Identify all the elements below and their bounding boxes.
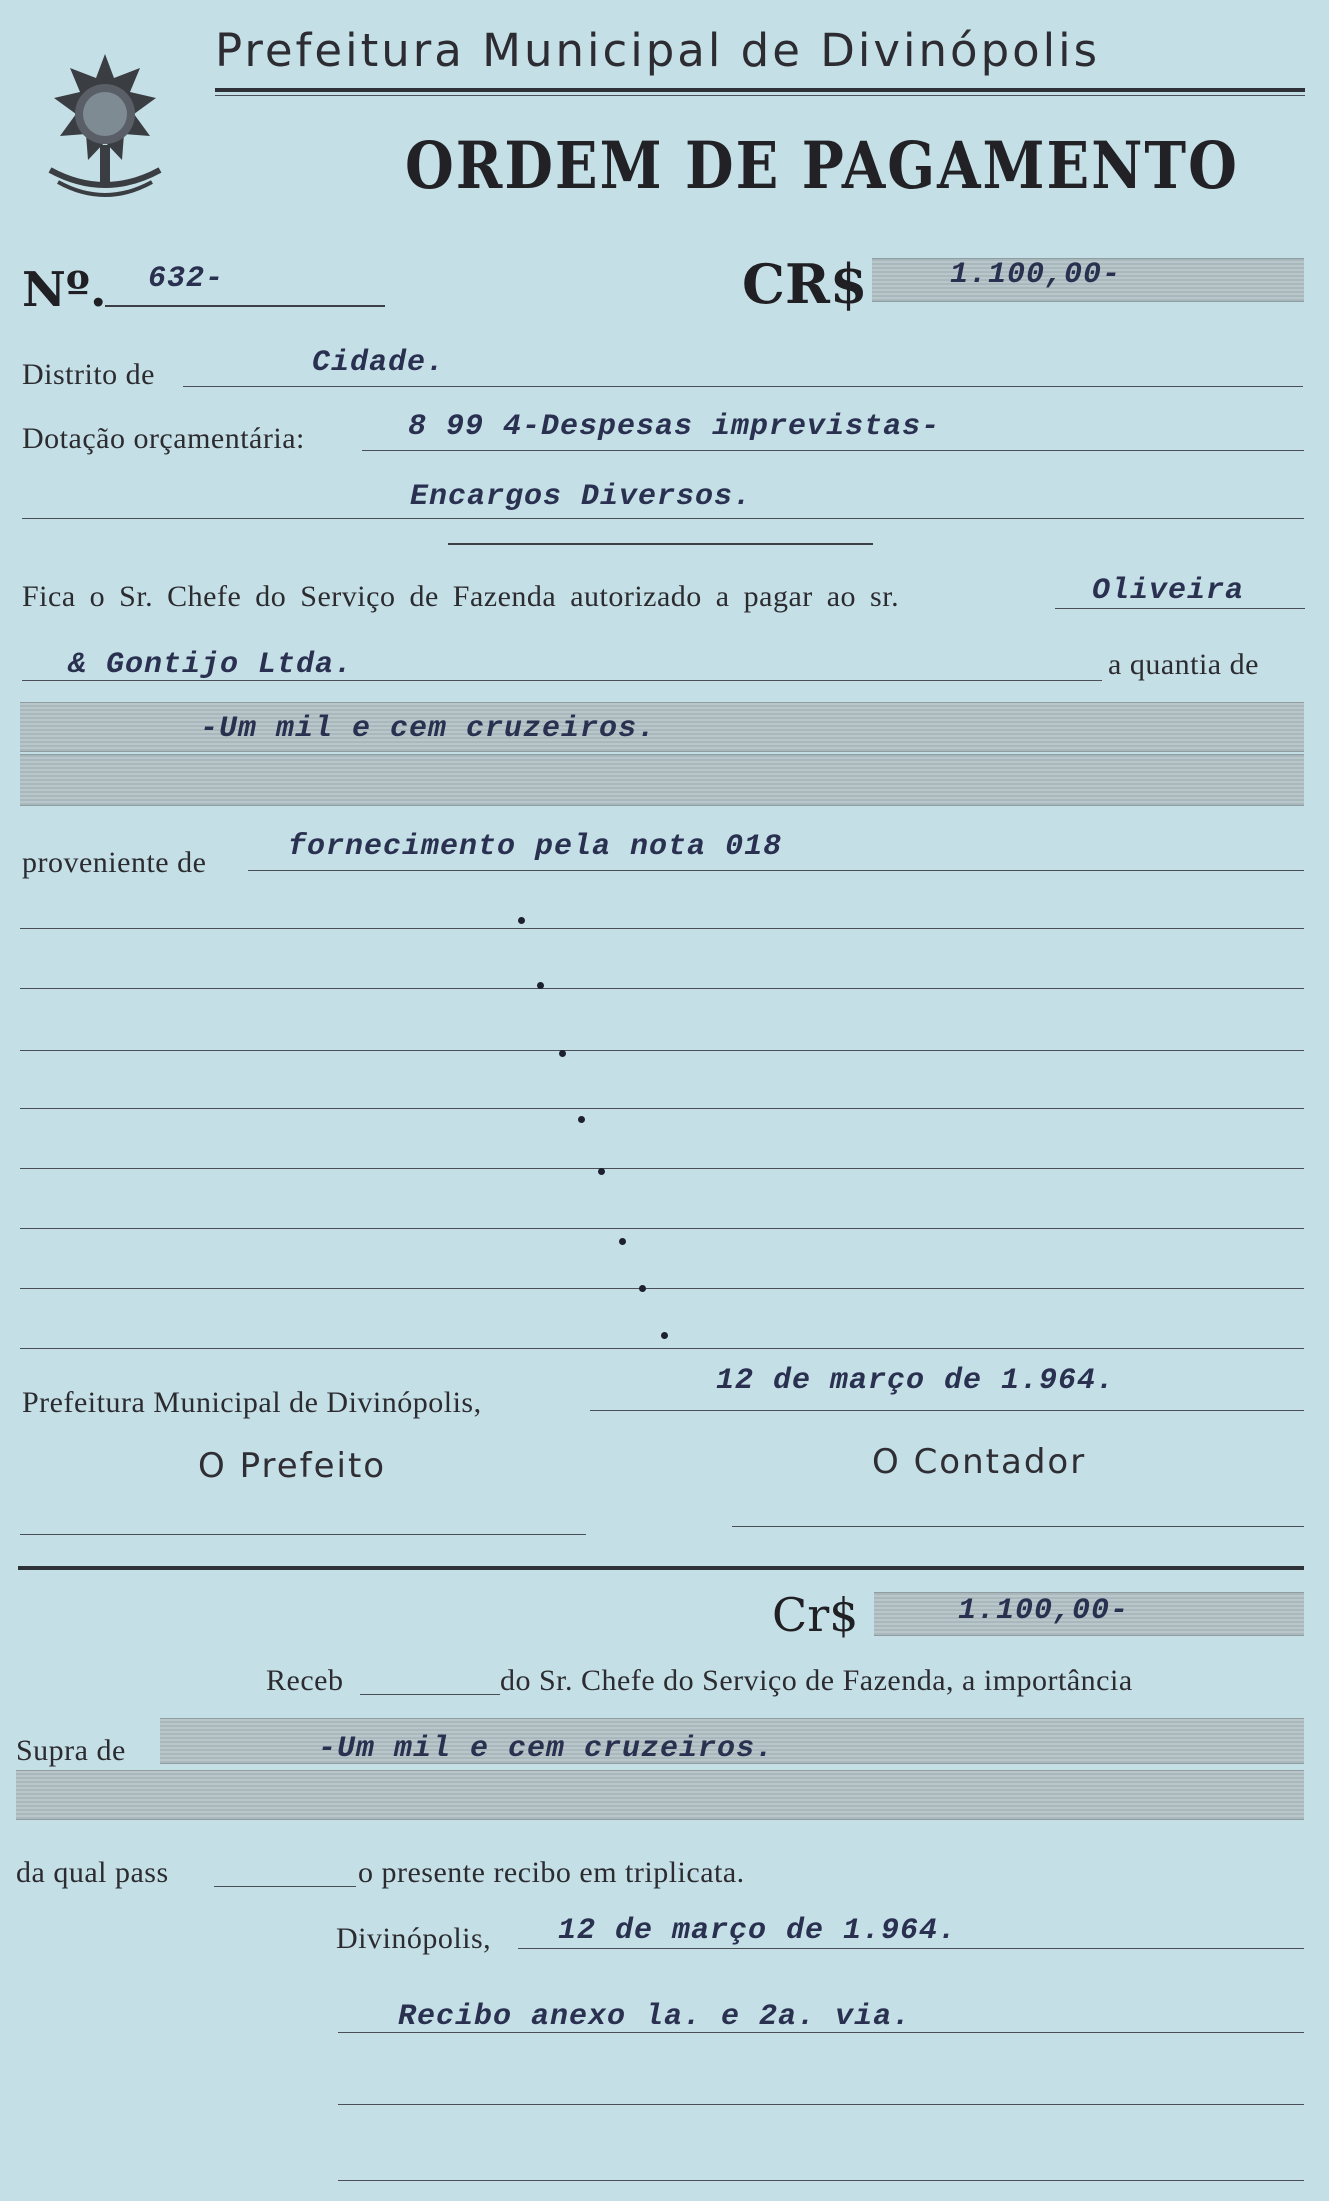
- amount-words-band-2: [20, 754, 1304, 806]
- document-title: ORDEM DE PAGAMENTO: [405, 128, 1239, 204]
- currency-label: CR$: [742, 252, 868, 316]
- pass-text: o presente recibo em triplicata.: [358, 1856, 745, 1889]
- authorization-text: Fica o Sr. Chefe do Serviço de Fazenda autorizado a pagar ao sr.: [22, 580, 900, 613]
- order-amount: 1.100,00-: [950, 258, 1122, 292]
- budget-line-2: Encargos Diversos.: [410, 480, 753, 514]
- pass-label: da qual pass: [16, 1856, 169, 1889]
- receipt-note: Recibo anexo la. e 2a. via.: [398, 2000, 912, 2034]
- received-text: do Sr. Chefe do Serviço de Fazenda, a importância: [500, 1664, 1133, 1697]
- origin-value: fornecimento pela nota 018: [288, 830, 783, 864]
- mayor-signature-label: O Prefeito: [198, 1446, 387, 1486]
- receipt-city-label: Divinópolis,: [336, 1922, 492, 1955]
- accountant-signature-label: O Contador: [872, 1442, 1087, 1482]
- receipt-amount: 1.100,00-: [958, 1594, 1130, 1628]
- amount-label: a quantia de: [1108, 648, 1259, 681]
- district-label: Distrito de: [22, 358, 155, 391]
- receipt-words-band-2: [16, 1770, 1304, 1820]
- receipt-amount-words: -Um mil e cem cruzeiros.: [318, 1732, 775, 1766]
- receipt-currency-label: Cr$: [772, 1588, 859, 1642]
- coat-of-arms-emblem: [30, 50, 180, 210]
- place-label: Prefeitura Municipal de Divinópolis,: [22, 1386, 482, 1419]
- order-number: 632-: [148, 262, 225, 296]
- receipt-date: 12 de março de 1.964.: [558, 1914, 958, 1948]
- origin-label: proveniente de: [22, 846, 207, 879]
- district-value: Cidade.: [312, 346, 446, 380]
- number-label: Nº.: [22, 262, 107, 318]
- budget-line-1: 8 99 4-Despesas imprevistas-: [408, 410, 941, 444]
- supra-label: Supra de: [16, 1734, 126, 1767]
- received-label: Receb: [266, 1664, 344, 1697]
- order-date: 12 de março de 1.964.: [716, 1364, 1116, 1398]
- payee-part-1: Oliveira: [1092, 574, 1245, 608]
- payee-part-2: & Gontijo Ltda.: [68, 648, 354, 682]
- institution-title: Prefeitura Municipal de Divinópolis: [215, 24, 1101, 77]
- budget-label: Dotação orçamentária:: [22, 422, 305, 455]
- amount-words: -Um mil e cem cruzeiros.: [200, 712, 657, 746]
